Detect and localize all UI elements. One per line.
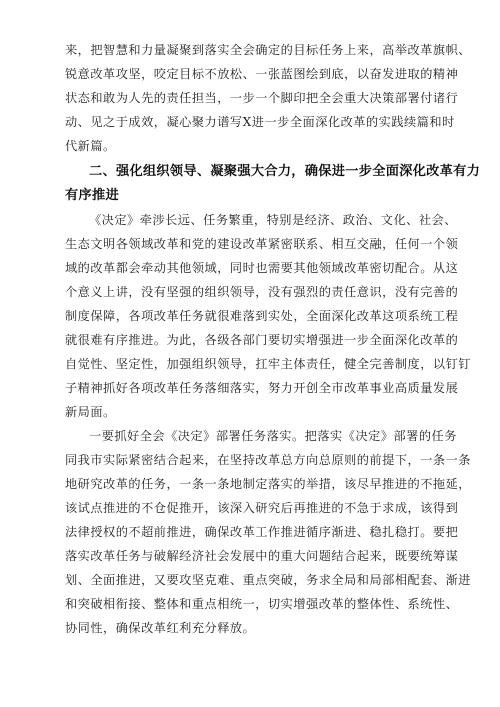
text-line: 状态和敢为人先的责任担当，一步一个脚印把全会重大决策部署付诸行 (65, 91, 459, 105)
text-line: 个意义上讲，没有坚强的组织领导，没有强烈的责任意识，没有完善的 (65, 285, 459, 299)
section-heading (65, 160, 481, 208)
text-line: 生态文明各领域改革和党的建设改革紧密联系、相互交融，任何一个领 (65, 237, 459, 251)
text-line: 落实改革任务与破解经济社会发展中的重大问题结合起来，既要统筹谋 (65, 549, 459, 563)
paragraph-intro (65, 38, 471, 158)
text-line: 代新篇。 (65, 139, 116, 153)
text-line: 一要抓好全会《决定》部署任务落实。把落实《决定》部署的任务 (89, 429, 457, 443)
text-line: 协同性，确保改革红利充分释放。 (65, 621, 256, 635)
text-line: 自觉性、坚定性，加强组织领导，扛牢主体责任，健全完善制度，以钉钉 (65, 357, 471, 371)
text-line: 域的改革都会牵动其他领域，同时也需要其他领域改革密切配合。从这 (65, 261, 459, 275)
paragraph-section-body (65, 208, 471, 424)
text-line: 同我市实际紧密结合起来，在坚持改革总方向总原则的前提下，一条一条 (65, 453, 471, 467)
text-line: 锐意改革攻坚，咬定目标不放松、一张蓝图绘到底，以奋发进取的精神 (65, 67, 459, 81)
text-line: 动、见之于成效，凝心聚力谱写X进一步全面深化改革的实践续篇和时 (65, 115, 455, 129)
text-line: 该试点推进的不仓促推开，该深入研究后再推进的不急于求成，该得到 (65, 501, 459, 515)
text-line: 就很难有序推进。为此，各级各部门要切实增强进一步全面深化改革的 (65, 333, 459, 347)
text-line: 制度保障，各项改革任务就很难落到实处，全面深化改革这项系统工程 (65, 309, 459, 323)
heading-line: 有序推进 (65, 188, 119, 203)
document-page (65, 38, 481, 640)
text-line: 法律授权的不超前推进，确保改革工作推进循序渐进、稳扎稳打。要把 (65, 525, 459, 539)
text-line: 新局面。 (65, 405, 116, 419)
text-line: 地研究改革的任务，一条一条地制定落实的举措，该尽早推进的不拖延， (65, 477, 471, 491)
paragraph-task-implementation (65, 424, 471, 640)
text-line: 《决定》牵涉长远、任务繁重，特别是经济、政治、文化、社会、 (89, 213, 457, 227)
text-line: 来，把智慧和力量凝聚到落实全会确定的目标任务上来，高举改革旗帜、 (65, 43, 471, 57)
text-line: 划、全面推进，又要攻坚克难、重点突破，务求全局和局部相配套、渐进 (65, 573, 471, 587)
text-line: 和突破相衔接、整体和重点相统一，切实增强改革的整体性、系统性、 (65, 597, 459, 611)
heading-line: 二、强化组织领导、凝聚强大合力，确保进一步全面深化改革有力 (89, 164, 481, 179)
text-line: 子精神抓好各项改革任务落细落实，努力开创全市改革事业高质量发展 (65, 381, 459, 395)
